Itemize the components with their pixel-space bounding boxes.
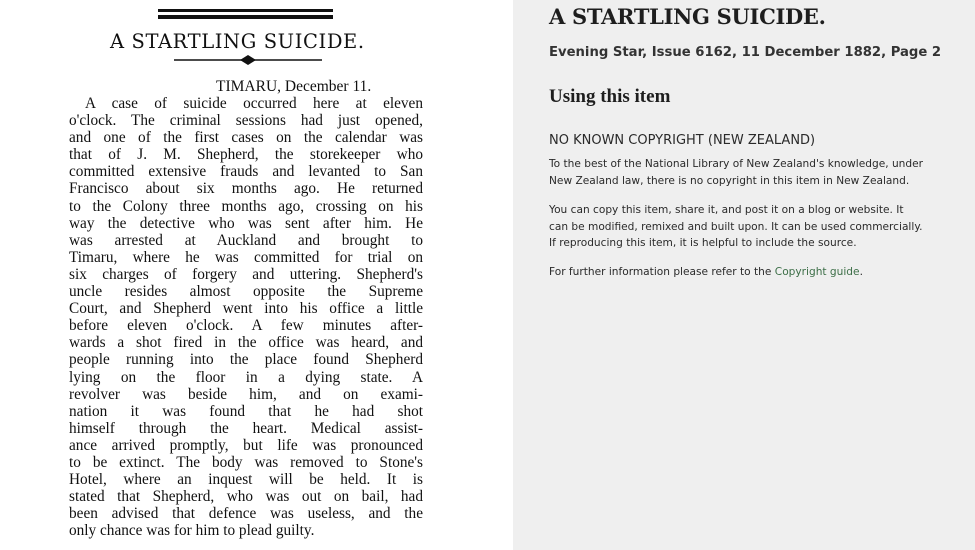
using-this-item-heading: Using this item (549, 86, 671, 107)
ornament-divider (174, 54, 322, 66)
clipping-line: and one of the first cases on the calendar was (69, 129, 423, 147)
further-info-suffix: . (859, 266, 863, 278)
clipping-line: himself through the heart. Medical assist- (69, 419, 423, 437)
source-citation: Evening Star, Issue 6162, 11 December 1882, Page 2 (549, 45, 942, 60)
clipping-line: A case of suicide occurred here at eleven (85, 95, 423, 112)
clipping-line: that of J. M. Shepherd, the storekeeper who (69, 146, 423, 164)
clipping-line: revolver was beside him, and on exami- (69, 385, 423, 403)
clipping-line: way the detective who was sent after him. He (69, 214, 423, 232)
clipping-line: stated that Shepherd, who was out on bail, had (69, 488, 423, 506)
clipping-line: been advised that defence was useless, and the (69, 505, 423, 523)
clipping-line: wards a shot fired in the office was heard, and (69, 334, 423, 352)
headline-rule-bottom (158, 15, 333, 19)
copyright-guide-link[interactable]: Copyright guide (774, 266, 860, 278)
further-info-prefix: For further information please refer to the (549, 266, 775, 278)
clipping-line: before eleven o'clock. A few minutes after- (69, 317, 423, 335)
clipping-headline: A STARTLING SUICIDE. (110, 30, 365, 53)
clipping-line: Court, and Shepherd went into his office a little (69, 300, 423, 318)
usage-permissions: You can copy this item, share it, and post it on a blog or website. It can be modified, remixed and built upon. It can be used commercially. If reproducing this item, it is helpful to include the source. (549, 204, 923, 249)
clipping-dateline: TIMARU, December 11. (216, 78, 372, 95)
rights-status: NO KNOWN COPYRIGHT (NEW ZEALAND) (549, 133, 816, 148)
clipping-line: people running into the place found Shepherd (69, 351, 423, 369)
further-info (549, 264, 924, 281)
page-title: A STARTLING SUICIDE. (549, 4, 826, 29)
clipping-line: only chance was for him to plead guilty. (69, 522, 315, 540)
clipping-line: nation it was found that he had shot (69, 402, 423, 420)
clipping-line: Hotel, where an inquest will be held. It is (69, 471, 423, 489)
clipping-line: Timaru, where he was committed for trial on (69, 248, 423, 266)
clipping-line: was arrested at Auckland and brought to (69, 231, 423, 249)
clipping-line: Francisco about six months ago. He returned (69, 180, 423, 198)
clipping-line: lying on the floor in a dying state. A (69, 368, 423, 386)
headline-rule-top (158, 9, 333, 12)
clipping-line: committed extensive frauds and levanted to San (69, 163, 423, 181)
clipping-line: o'clock. The criminal sessions had just opened, (69, 112, 423, 130)
clipping-line: to be extinct. The body was removed to Stone's (69, 453, 423, 471)
clipping-body (69, 95, 423, 539)
clipping-line: six charges of forgery and uttering. Shepherd's (69, 265, 423, 283)
clipping-line: uncle resides almost opposite the Supreme (69, 283, 423, 301)
copyright-statement: To the best of the National Library of New Zealand's knowledge, under New Zealand law, there is no copyright in this item in New Zealand. (549, 158, 923, 187)
clipping-line: to the Colony three months ago, crossing on his (69, 197, 423, 215)
item-info-panel (513, 0, 975, 550)
clipping-line: ance arrived promptly, but life was pronounced (69, 436, 423, 454)
